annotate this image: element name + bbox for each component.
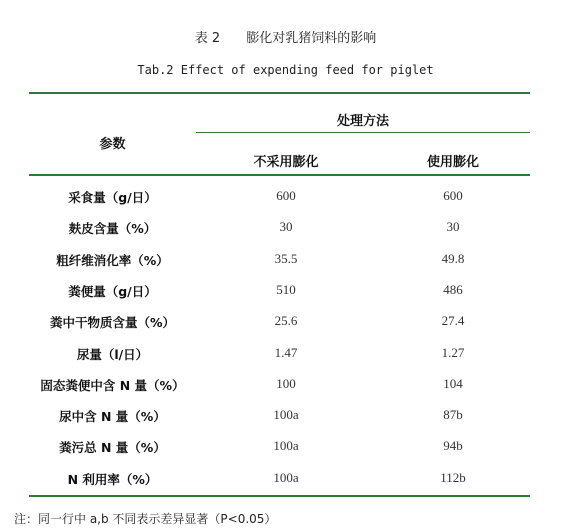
- value-with-expansion: 94b: [443, 438, 463, 454]
- row-label: 尿中含 N 量（%）: [59, 409, 166, 425]
- row-label: 粗纤维消化率（%）: [56, 252, 169, 268]
- row-label: 麸皮含量（%）: [68, 221, 157, 237]
- table-row: [29, 369, 530, 400]
- row-label: 粪污总 N 量（%）: [59, 440, 166, 456]
- table-row: [29, 463, 530, 494]
- value-no-expansion: 35.5: [274, 250, 298, 266]
- row-label: 尿量（l/日）: [76, 346, 149, 362]
- value-with-expansion: 112b: [440, 469, 466, 485]
- value-with-expansion: 1.27: [441, 344, 465, 360]
- table-row: [29, 212, 530, 243]
- value-no-expansion: 1.47: [274, 344, 298, 360]
- table-row: [29, 275, 530, 306]
- row-label: N 利用率（%）: [67, 471, 158, 487]
- table-title-chinese: 膨化对乳猪饲料的影响: [246, 31, 377, 46]
- table-row: [29, 244, 530, 275]
- header-sub-rule: [196, 132, 530, 133]
- value-with-expansion: 600: [443, 188, 463, 203]
- row-label: 采食量（g/日）: [68, 190, 157, 205]
- value-with-expansion: 30: [446, 219, 460, 235]
- value-with-expansion: 49.8: [441, 250, 465, 266]
- value-with-expansion: 87b: [443, 407, 463, 423]
- table-note: 注：同一行中 a,b 不同表示差异显著（P<0.05）: [14, 512, 277, 526]
- bottom-rule: [29, 495, 530, 497]
- header-parameter: 参数: [99, 137, 126, 152]
- value-no-expansion: 510: [276, 281, 296, 297]
- value-with-expansion: 27.4: [441, 313, 465, 329]
- table-number: 表 2: [194, 31, 221, 46]
- value-with-expansion: 104: [443, 375, 463, 391]
- table-row: [29, 431, 530, 462]
- table-row: [29, 400, 530, 431]
- value-no-expansion: 100a: [273, 438, 299, 454]
- value-no-expansion: 100a: [273, 469, 299, 485]
- row-label: 固态粪便中含 N 量（%）: [40, 377, 185, 393]
- row-label: 粪便量（g/日）: [68, 283, 157, 299]
- header-with-expansion: 使用膨化: [426, 155, 479, 170]
- row-label: 粪中干物质含量（%）: [49, 315, 176, 331]
- table-row: [29, 338, 530, 369]
- table-row: [29, 306, 530, 337]
- header-no-expansion: 不采用膨化: [253, 155, 319, 170]
- table-row: [29, 181, 530, 212]
- value-no-expansion: 100: [276, 375, 296, 391]
- header-rule: [29, 174, 530, 176]
- top-rule: [29, 92, 530, 94]
- value-no-expansion: 25.6: [274, 313, 298, 329]
- value-no-expansion: 30: [279, 219, 293, 235]
- table-title-english: Tab.2 Effect of expending feed for piglet: [137, 63, 434, 77]
- value-no-expansion: 600: [276, 188, 296, 203]
- table-title: [0, 27, 571, 46]
- header-method-group: 处理方法: [336, 114, 389, 129]
- value-with-expansion: 486: [443, 281, 463, 297]
- value-no-expansion: 100a: [273, 407, 299, 423]
